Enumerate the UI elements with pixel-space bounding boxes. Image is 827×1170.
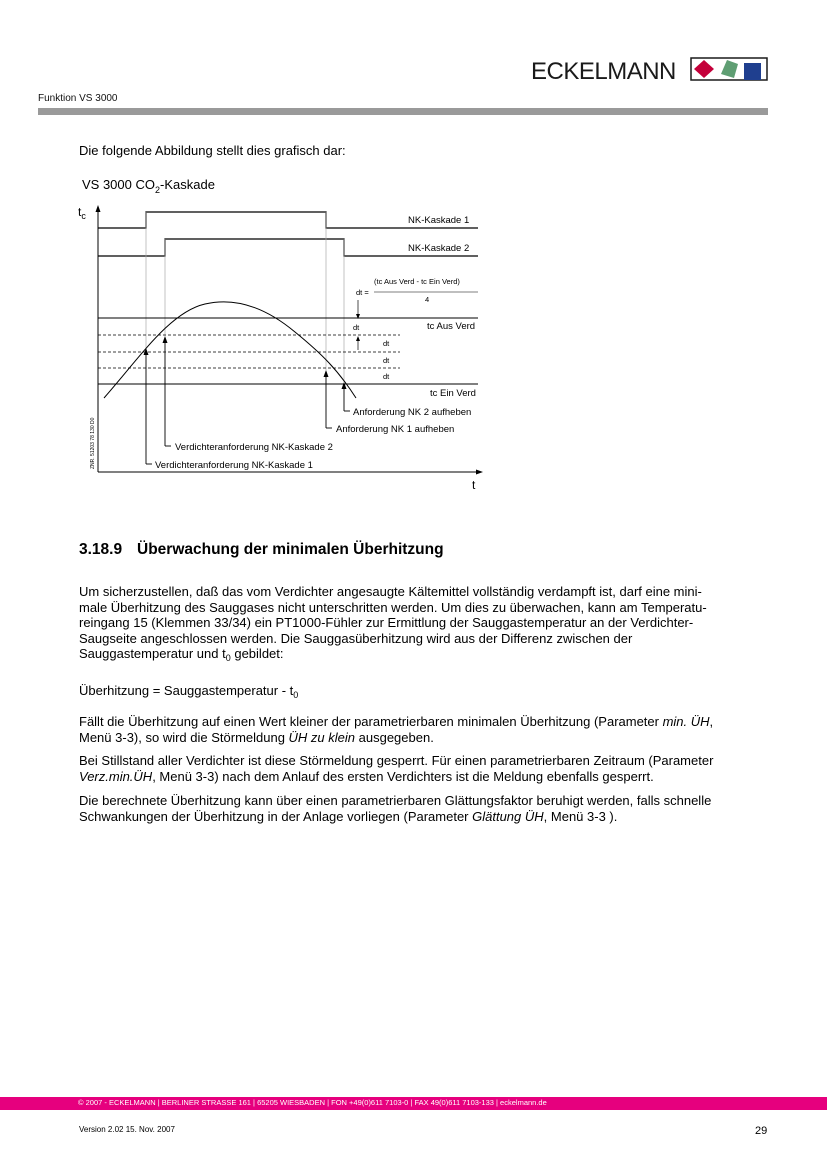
dt-formula-numerator: (tc Aus Verd - tc Ein Verd) (374, 277, 460, 286)
diagram-title: VS 3000 $CO_2$-Kaskade (82, 177, 215, 195)
paragraph-5: Die berechnete Überhitzung kann über einen parametrierbaren Glättungsfaktor beruhigt werden, falls schnelle Schwankungen der Überhitzung in der Anlage vorliegen (Parameter Glättung ÜH, Menü 3-3 ). (79, 793, 712, 824)
dt-label-4: dt (383, 372, 390, 381)
cascade-diagram (60, 172, 500, 492)
dt-formula-eq: dt = (356, 288, 369, 297)
nk1-label: NK-Kaskade 1 (408, 215, 470, 226)
logo-blue-square (744, 63, 761, 80)
x-axis-arrow (476, 470, 483, 475)
section-title: Überwachung der minimalen Überhitzung (137, 541, 444, 558)
anf-nk1-label: Anforderung NK 1 aufheben (336, 424, 455, 435)
tc-ein-label: tc Ein Verd (430, 388, 476, 399)
header-divider (38, 108, 768, 115)
nk2-label: NK-Kaskade 2 (408, 243, 470, 254)
dt-label-1: dt (353, 323, 360, 332)
paragraph-1: Um sicherzustellen, daß das vom Verdichter angesaugte Kältemittel vollständig verdampft ist, darf eine mini- male Überhitzung des Sauggases nicht unterschritten werden. Um dies zu überwachen, kann am Temperatu- reingang 15 (Klemmen 33/34) ein PT1000-Fühler zur Ermittlung der Sauggastemperatur an der Verdichter- Saugseite angeschlossen werden. Die Sauggasüberhitzung wird aus der Differenz zwischen der Sauggastemperatur und $t_0$ gebildet: (79, 584, 707, 663)
section-number: 3.18.9 (79, 541, 123, 558)
paragraph-4: Bei Stillstand aller Verdichter ist diese Störmeldung gesperrt. Für einen parametrierbaren Zeitraum (Parameter Verz.min.ÜH, Menü 3-3) nach dem Anlauf des ersten Verdichters ist die Meldung ebenfalls gesperrt. (79, 753, 714, 784)
drawing-number: ZNR. 51203 78 130 D0 (90, 417, 96, 469)
page-number: 29 (755, 1125, 768, 1137)
dt-label-2: dt (383, 339, 390, 348)
intro-text: Die folgende Abbildung stellt dies grafisch dar: (79, 143, 346, 158)
section-label: Funktion VS 3000 (38, 93, 118, 104)
vda-nk1-label: Verdichteranforderung NK-Kaskade 1 (155, 460, 313, 471)
section-heading (79, 541, 444, 559)
eckelmann-logo-mark (690, 57, 768, 81)
x-axis-label: t (472, 478, 476, 492)
y-axis-label: $t_c$ (78, 205, 86, 221)
logo-red-diamond (694, 60, 714, 78)
y-axis-arrow (96, 205, 101, 212)
eckelmann-logo-text: ECKELMANN (531, 58, 676, 85)
formula: Überhitzung = Sauggastemperatur - $t_0$ (79, 683, 299, 700)
anf-nk2-label: Anforderung NK 2 aufheben (353, 407, 472, 418)
dt-formula-denominator: 4 (425, 295, 430, 304)
version-info: Version 2.02 15. Nov. 2007 (79, 1125, 175, 1134)
dt-arrow-head-2 (356, 336, 360, 341)
footer-bar (0, 1097, 827, 1110)
vda-nk2-label: Verdichteranforderung NK-Kaskade 2 (175, 442, 333, 453)
tc-aus-label: tc Aus Verd (427, 321, 476, 332)
paragraph-3: Fällt die Überhitzung auf einen Wert kleiner der parametrierbaren minimalen Überhitzung (Parameter min. ÜH, Menü 3-3), so wird die Störmeldung ÜH zu klein ausgegeben. (79, 714, 714, 745)
dt-label-3: dt (383, 356, 390, 365)
footer-address: © 2007 - ECKELMANN | BERLINER STRASSE 161 | 65205 WIESBADEN | FON +49(0)611 7103-0 | FAX 49(0)611 7103-133 | eckelmann.de (78, 1098, 547, 1107)
logo-green-square (721, 60, 738, 78)
